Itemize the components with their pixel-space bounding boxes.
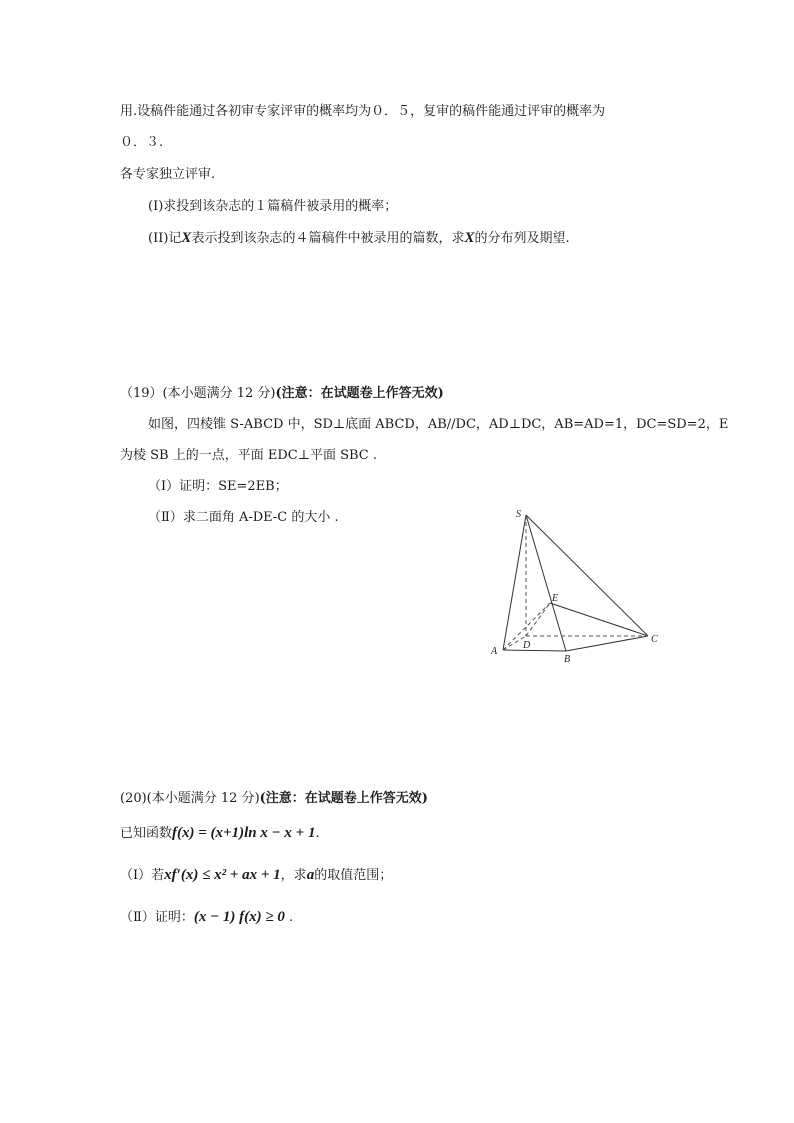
p18-part-2-middle: 表示投到该杂志的４篇稿件中被录用的篇数，求 <box>191 231 465 246</box>
edge-BC <box>566 636 648 651</box>
edge-DE <box>526 603 550 636</box>
p20-intro-end: . <box>315 826 320 841</box>
function-definition: f(x) = (x+1)ln x − x + 1 <box>172 825 316 841</box>
p18-line-1: 用.设稿件能通过各初审专家评审的概率均为０．５，复审的稿件能通过评审的概率为 <box>120 104 606 119</box>
p20-header: (20)(本小题满分 12 分) <box>120 791 260 806</box>
label-C: C <box>651 634 658 645</box>
p20-header-line <box>120 790 428 808</box>
edge-EC <box>550 603 648 636</box>
p18-part-2-prefix: (II)记 <box>148 231 182 246</box>
label-E: E <box>552 593 559 604</box>
p20-intro-text: 已知函数 <box>120 826 173 841</box>
inequality-1: xf′(x) ≤ x² + ax + 1 <box>164 867 281 883</box>
p18-line-2: ０．３. <box>120 135 164 150</box>
p19-header-line <box>120 385 444 403</box>
label-B: B <box>564 654 571 665</box>
p19-part-1: （Ⅰ）证明：SE=2EB； <box>148 479 288 494</box>
label-D: D <box>523 640 531 651</box>
p20-part-2 <box>120 908 293 927</box>
p20-note: (注意：在试题卷上作答无效) <box>259 791 428 806</box>
p18-line-3: 各专家独立评审. <box>120 167 216 182</box>
p18-part-2 <box>148 229 570 248</box>
p20-part-2-suffix: . <box>284 910 294 925</box>
p18-part-1: (I)求投到该杂志的１篇稿件被录用的概率； <box>148 199 398 214</box>
inequality-2: (x − 1) f(x) ≥ 0 <box>193 909 285 925</box>
p18-part-2-suffix: 的分布列及期望. <box>474 231 570 246</box>
p19-line-2: 为棱 SB 上的一点，平面 EDC⊥平面 SBC . <box>120 448 377 463</box>
label-A: A <box>491 646 498 657</box>
p20-part-1-prefix: （Ⅰ）若 <box>120 868 165 883</box>
p20-intro <box>120 824 320 843</box>
label-S: S <box>516 509 521 520</box>
p20-part-2-prefix: （Ⅱ）证明： <box>120 910 194 925</box>
p20-part-1-middle: ，求 <box>280 868 307 883</box>
variable-x: X <box>181 230 192 246</box>
p20-part-1-suffix: 的取值范围； <box>314 868 393 883</box>
p19-line-1: 如图，四棱锥 S-ABCD 中，SD⊥底面 ABCD，AB//DC，AD⊥DC，AB=AD=1，DC=SD=2，E <box>148 417 729 432</box>
p19-part-2: （Ⅱ）求二面角 A-DE-C 的大小 . <box>148 510 339 525</box>
p19-header: （19）(本小题满分 12 分) <box>120 386 276 401</box>
variable-x: X <box>464 230 475 246</box>
edge-AB <box>503 650 566 651</box>
p19-note: (注意：在试题卷上作答无效) <box>275 386 444 401</box>
pyramid-figure <box>484 503 664 671</box>
p20-part-1 <box>120 866 392 885</box>
variable-a: a <box>306 867 315 883</box>
